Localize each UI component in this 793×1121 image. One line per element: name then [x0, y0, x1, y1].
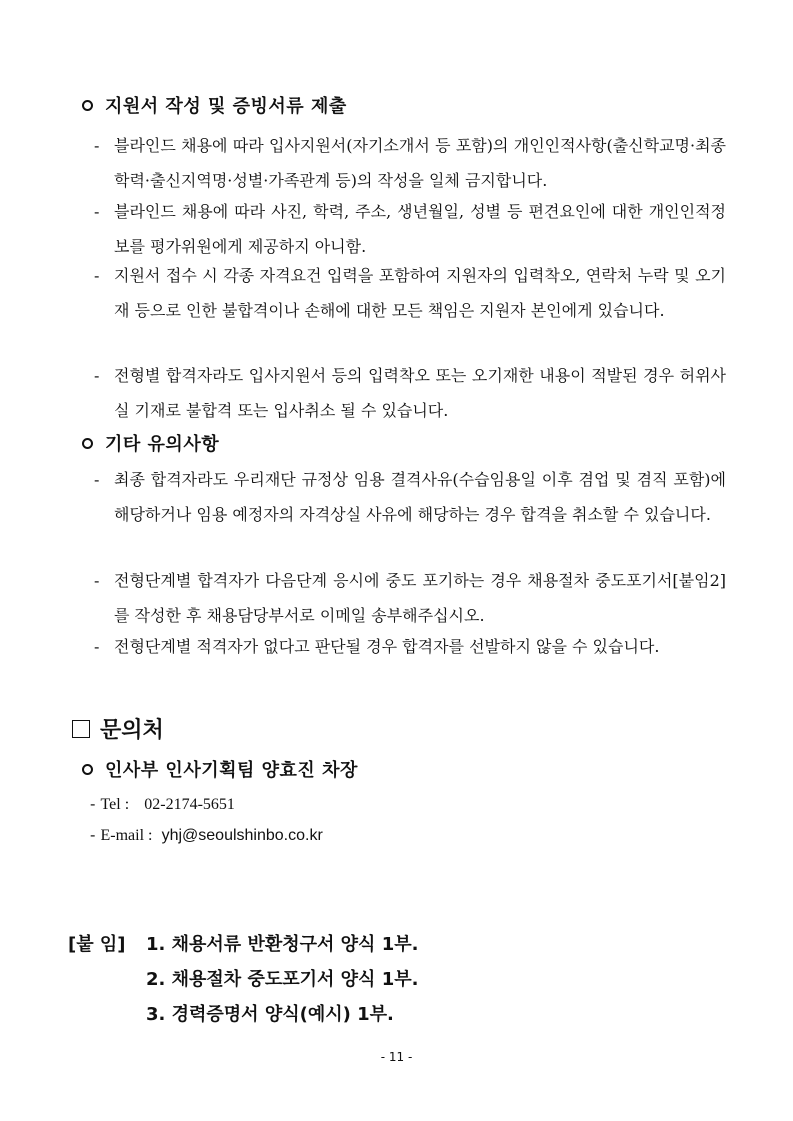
- section-inquiry: [72, 713, 164, 744]
- list-item-text: 블라인드 채용에 따라 사진, 학력, 주소, 생년월일, 성별 등 편견요인에 대한 개인인적정보를 평가위원에게 제공하지 아니함.: [114, 202, 726, 256]
- circle-bullet-icon: [82, 764, 93, 775]
- tel-value: 02-2174-5651: [144, 796, 235, 813]
- dash-icon: -: [94, 470, 100, 489]
- square-bullet-icon: [72, 720, 90, 738]
- list-item: [94, 563, 726, 633]
- tel-label: Tel :: [100, 796, 130, 813]
- contact-person: 인사부 인사기획팀 양효진 차장: [105, 760, 358, 781]
- list-item: [94, 194, 726, 264]
- contact-email: [90, 825, 323, 845]
- list-item: [94, 258, 726, 328]
- subheading-contact: [82, 756, 358, 782]
- attachment-item: 2. 채용절차 중도포기서 양식 1부.: [146, 969, 419, 990]
- circle-bullet-icon: [82, 438, 93, 449]
- list-item-text: 지원서 접수 시 각종 자격요건 입력을 포함하여 지원자의 입력착오, 연락처 누락 및 오기재 등으로 인한 불합격이나 손해에 대한 모든 책임은 지원자 본인에게 있습니다.: [114, 266, 726, 320]
- list-item: [94, 629, 726, 664]
- email-label: E-mail :: [100, 827, 153, 844]
- list-item-text: 전형단계별 합격자가 다음단계 응시에 중도 포기하는 경우 채용절차 중도포기서[붙임2]를 작성한 후 채용담당부서로 이메일 송부해주십시오.: [114, 571, 726, 625]
- dash-icon: -: [90, 825, 101, 844]
- dash-icon: -: [94, 266, 100, 285]
- list-item: [94, 128, 726, 198]
- list-item: [94, 358, 726, 428]
- email-value[interactable]: yhj@seoulshinbo.co.kr: [161, 827, 323, 844]
- attachment-item: 3. 경력증명서 양식(예시) 1부.: [146, 1004, 394, 1025]
- dash-icon: -: [94, 136, 100, 155]
- subheading-other-notes: [82, 430, 219, 456]
- list-item-text: 최종 합격자라도 우리재단 규정상 임용 결격사유(수습임용일 이후 겸업 및 겸직 포함)에 해당하거나 임용 예정자의 자격상실 사유에 해당하는 경우 합격을 취소할 수 있습니다.: [114, 470, 726, 524]
- list-item-text: 전형별 합격자라도 입사지원서 등의 입력착오 또는 오기재한 내용이 적발된 경우 허위사실 기재로 불합격 또는 입사취소 될 수 있습니다.: [114, 366, 726, 420]
- dash-icon: -: [94, 366, 100, 385]
- subheading-text: 기타 유의사항: [105, 434, 220, 455]
- section-title: 문의처: [100, 718, 164, 743]
- subheading-application: [82, 92, 347, 118]
- list-item: [94, 462, 726, 532]
- dash-icon: -: [94, 202, 100, 221]
- list-item-text: 블라인드 채용에 따라 입사지원서(자기소개서 등 포함)의 개인인적사항(출신학교명·최종학력·출신지역명·성별·가족관계 등)의 작성을 일체 금지합니다.: [114, 136, 726, 190]
- circle-bullet-icon: [82, 100, 93, 111]
- dash-icon: -: [90, 794, 101, 813]
- page-number: - 11 -: [380, 1050, 413, 1064]
- contact-tel: [90, 794, 235, 814]
- dash-icon: -: [94, 637, 100, 656]
- attachments-label: [붙 임]: [68, 934, 126, 955]
- dash-icon: -: [94, 571, 100, 590]
- attachment-item: 1. 채용서류 반환청구서 양식 1부.: [146, 934, 419, 955]
- subheading-text: 지원서 작성 및 증빙서류 제출: [105, 96, 347, 117]
- list-item-text: 전형단계별 적격자가 없다고 판단될 경우 합격자를 선발하지 않을 수 있습니다.: [114, 637, 660, 656]
